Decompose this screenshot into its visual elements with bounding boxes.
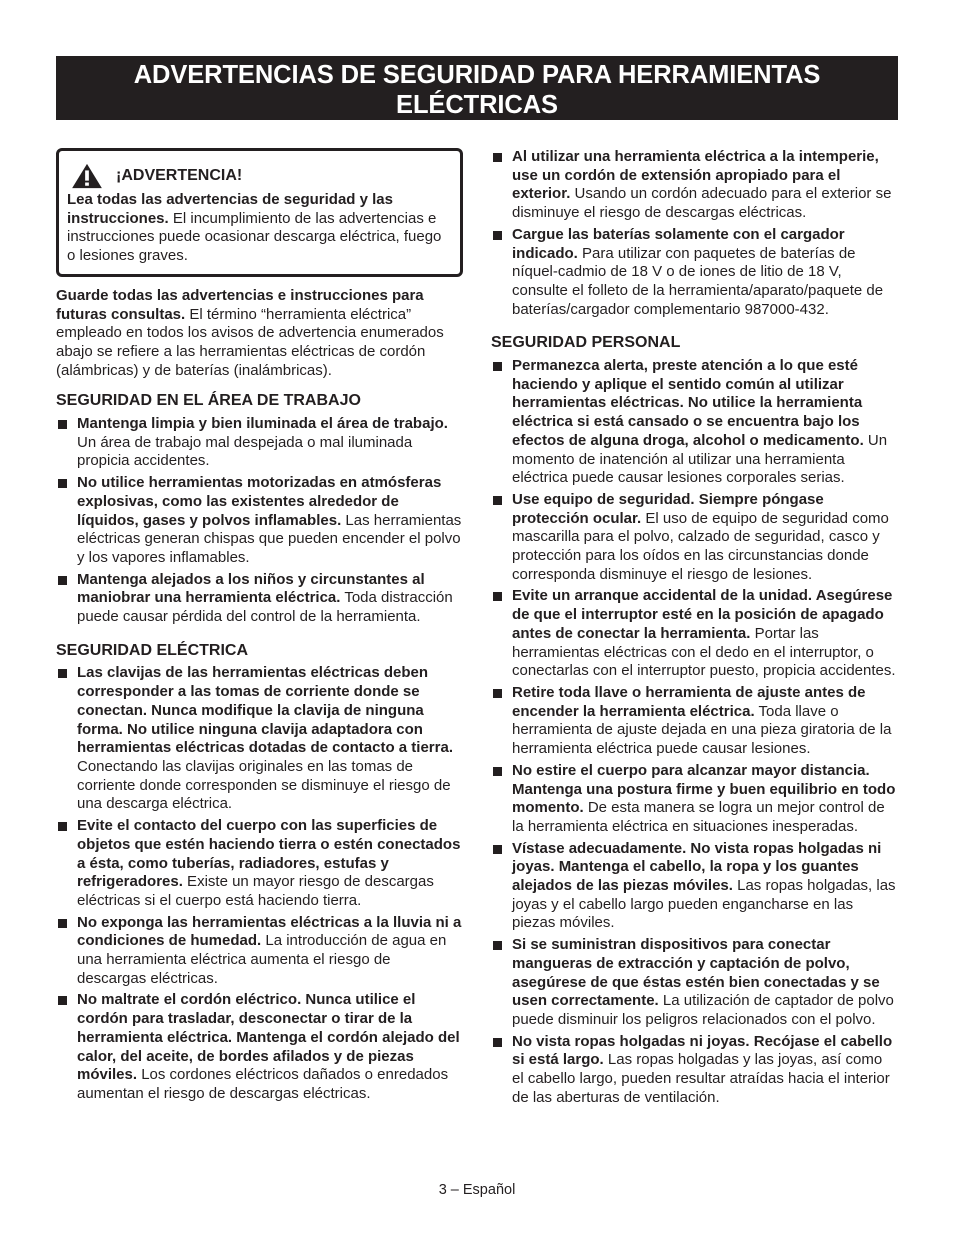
list-item bbox=[491, 762, 898, 837]
warning-bold: Lea todas las advertencias de seguridad y las instrucciones. bbox=[67, 191, 393, 227]
list-item-text: Usando un cordón adecuado para el exterior se disminuye el riesgo de descargas eléctricas. bbox=[512, 185, 892, 222]
list-item-bold: Cargue las baterías solamente con el cargador indicado. bbox=[512, 225, 845, 262]
intro-bold: Guarde todas las advertencias e instrucciones para futuras consultas. bbox=[56, 286, 424, 323]
list-item-bold: Si se suministran dispositivos para conectar mangueras de extracción y captación de polvo, asegúrese de que éstas estén bien conectadas y se usen correctamente. bbox=[512, 936, 880, 1010]
list-item-text: El uso de equipo de seguridad como mascarilla para el polvo, calzado de seguridad, casco y protección para los oídos en las circunstancias donde corresponda disminuye el riesgo de lesiones. bbox=[512, 509, 889, 583]
list-item-bold: Mantenga alejados a los niños y circunstantes al maniobrar una herramienta eléctrica. bbox=[77, 570, 425, 607]
list-item bbox=[56, 991, 463, 1103]
list-item bbox=[56, 664, 463, 814]
list-item bbox=[491, 148, 898, 223]
list-item-bold: No maltrate el cordón eléctrico. Nunca utilice el cordón para trasladar, desconectar o tirar de la herramienta eléctrica. Mantenga el cordón alejado del calor, del aceite, de bordes afilados y de piezas móviles. bbox=[77, 991, 460, 1084]
list-item-text: La utilización de captador de polvo puede disminuir los peligros relacionados con el polvo. bbox=[512, 992, 894, 1028]
warning-body: El incumplimiento de las advertencias e instrucciones puede ocasionar descarga eléctrica, fuego o lesiones graves. bbox=[67, 209, 442, 265]
list-item-bold: Evite un arranque accidental de la unidad. Asegúrese de que el interruptor esté en la posición de apagado antes de conectar la herramienta. bbox=[512, 587, 893, 642]
warning-header bbox=[67, 163, 452, 189]
list-item bbox=[491, 357, 898, 488]
list-item-bold: Retire toda llave o herramienta de ajuste antes de encender la herramienta eléctrica. bbox=[512, 683, 866, 720]
list-item-bold: No vista ropas holgadas ni joyas. Recójase el cabello si está largo. bbox=[512, 1032, 893, 1069]
left-column bbox=[56, 148, 463, 1107]
list-item-text: De esta manera se logra un mejor control de la herramienta eléctrica en situaciones inesperadas. bbox=[512, 799, 885, 835]
intro-paragraph bbox=[56, 287, 463, 381]
list-item-text: Un área de trabajo mal despejada o mal iluminada propicia accidentes. bbox=[77, 433, 413, 470]
section-title-personal: SEGURIDAD PERSONAL bbox=[491, 334, 681, 352]
list-item-text: Las herramientas eléctricas generan chispas que pueden encender el polvo y los vapores inflamables. bbox=[77, 511, 462, 566]
page-number: 3 – Español bbox=[438, 1182, 516, 1198]
list-item bbox=[56, 474, 463, 568]
list-item-text: Toda distracción puede causar pérdida del control de la herramienta. bbox=[77, 589, 453, 626]
list-item bbox=[56, 415, 463, 471]
page-title-banner bbox=[56, 56, 898, 120]
page-title-line-2: ELÉCTRICAS bbox=[396, 91, 558, 119]
warning-box bbox=[56, 148, 463, 277]
page-title-line-1: ADVERTENCIAS DE SEGURIDAD PARA HERRAMIENTAS bbox=[133, 61, 821, 89]
list-item-text: Existe un mayor riesgo de descargas eléctricas si el cuerpo está haciendo tierra. bbox=[77, 873, 434, 909]
list-item bbox=[491, 936, 898, 1030]
list-item bbox=[491, 840, 898, 934]
list-item-text: Portar las herramientas eléctricas con el dedo en el interruptor, o conectarlas con el interruptor puesto, propicia accidentes. bbox=[512, 624, 896, 680]
list-item bbox=[491, 587, 898, 681]
warning-triangle-icon bbox=[70, 163, 104, 189]
intro-body: El término “herramienta eléctrica” empleado en todos los avisos de advertencia enumerados abajo se refiere a las herramientas eléctricas de cordón (alámbricas) y de baterías (inalámbricas). bbox=[56, 305, 444, 379]
list-item-text: Las ropas holgadas, las joyas y el cabello largo pueden engancharse en las piezas móviles. bbox=[512, 877, 896, 932]
list-item-text: Los cordones eléctricos dañados o enredados aumentan el riesgo de descargas eléctricas. bbox=[77, 1066, 449, 1102]
list-item-bold: No exponga las herramientas eléctricas a la lluvia ni a condiciones de humedad. bbox=[77, 913, 462, 950]
list-item-bold: Evite el contacto del cuerpo con las superficies de objetos que estén haciendo tierra o estén conectados a ésta, como tuberías, radiadores, estufas y refrigeradores. bbox=[77, 817, 461, 891]
list-item-bold: Al utilizar una herramienta eléctrica a la intemperie, use un cordón de extensión apropiado para el exterior. bbox=[512, 148, 879, 203]
list-item-bold: Vístase adecuadamente. No vista ropas holgadas ni joyas. Mantenga el cabello, la ropa y los guantes alejados de las piezas móviles. bbox=[512, 839, 882, 895]
list-item-bold: Mantenga limpia y bien iluminada el área de trabajo. bbox=[77, 415, 448, 433]
list-item bbox=[56, 571, 463, 627]
list-item-bold: No utilice herramientas motorizadas en atmósferas explosivas, como las existentes alrededor de líquidos, gases y polvos inflamables. bbox=[77, 474, 442, 529]
right-column bbox=[491, 148, 898, 1110]
list-item-text: Toda llave o herramienta de ajuste dejada en una pieza giratoria de la herramienta eléctrica puede causar lesiones. bbox=[512, 702, 892, 758]
list-item-bold: Permanezca alerta, preste atención a lo que esté haciendo y aplique el sentido común al utilizar herramientas eléctricas. No utilice la herramienta eléctrica si está cansado o se encuentra bajo los efectos de alguna droga, alcohol o medicamento. bbox=[512, 357, 864, 449]
list-item-text: Conectando las clavijas originales en las tomas de corriente donde corresponden se disminuye el riesgo de una descarga eléctrica. bbox=[77, 757, 451, 813]
list-item bbox=[491, 1033, 898, 1108]
list-item-text: La introducción de agua en una herramienta eléctrica aumenta el riesgo de descargas eléctricas. bbox=[77, 932, 447, 987]
list-item-text: Para utilizar con paquetes de baterías de níquel-cadmio de 18 V o de iones de litio de 18 V, consulte el folleto de la herramienta/aparato/paquete de baterías/cargador complementario 987000-432. bbox=[512, 244, 884, 318]
warning-text bbox=[67, 191, 452, 266]
section-title-work-area: SEGURIDAD EN EL ÁREA DE TRABAJO bbox=[56, 392, 361, 410]
list-item bbox=[56, 914, 463, 989]
section-title-electrical: SEGURIDAD ELÉCTRICA bbox=[56, 641, 249, 659]
list-item bbox=[491, 491, 898, 585]
list-item-text: Las ropas holgadas y las joyas, así como el cabello largo, pueden resultar atraídas hacia el interior de las aberturas de ventilación. bbox=[512, 1051, 890, 1106]
list-item-bold: No estire el cuerpo para alcanzar mayor distancia. Mantenga una postura firme y buen equilibrio en todo momento. bbox=[512, 761, 896, 817]
warning-title: ¡ADVERTENCIA! bbox=[116, 166, 243, 184]
list-item bbox=[491, 226, 898, 320]
list-item bbox=[491, 684, 898, 759]
list-item-bold: Use equipo de seguridad. Siempre póngase protección ocular. bbox=[512, 490, 824, 527]
list-item bbox=[56, 817, 463, 911]
list-item-text: Un momento de inatención al utilizar una herramienta eléctrica puede causar lesiones corporales serias. bbox=[512, 431, 888, 487]
list-item-bold: Las clavijas de las herramientas eléctricas deben corresponder a las tomas de corriente donde se conectan. Nunca modifique la clavija de ninguna forma. No utilice ninguna clavija adaptadora con herramientas eléctricas dotadas de contacto a tierra. bbox=[77, 664, 453, 757]
